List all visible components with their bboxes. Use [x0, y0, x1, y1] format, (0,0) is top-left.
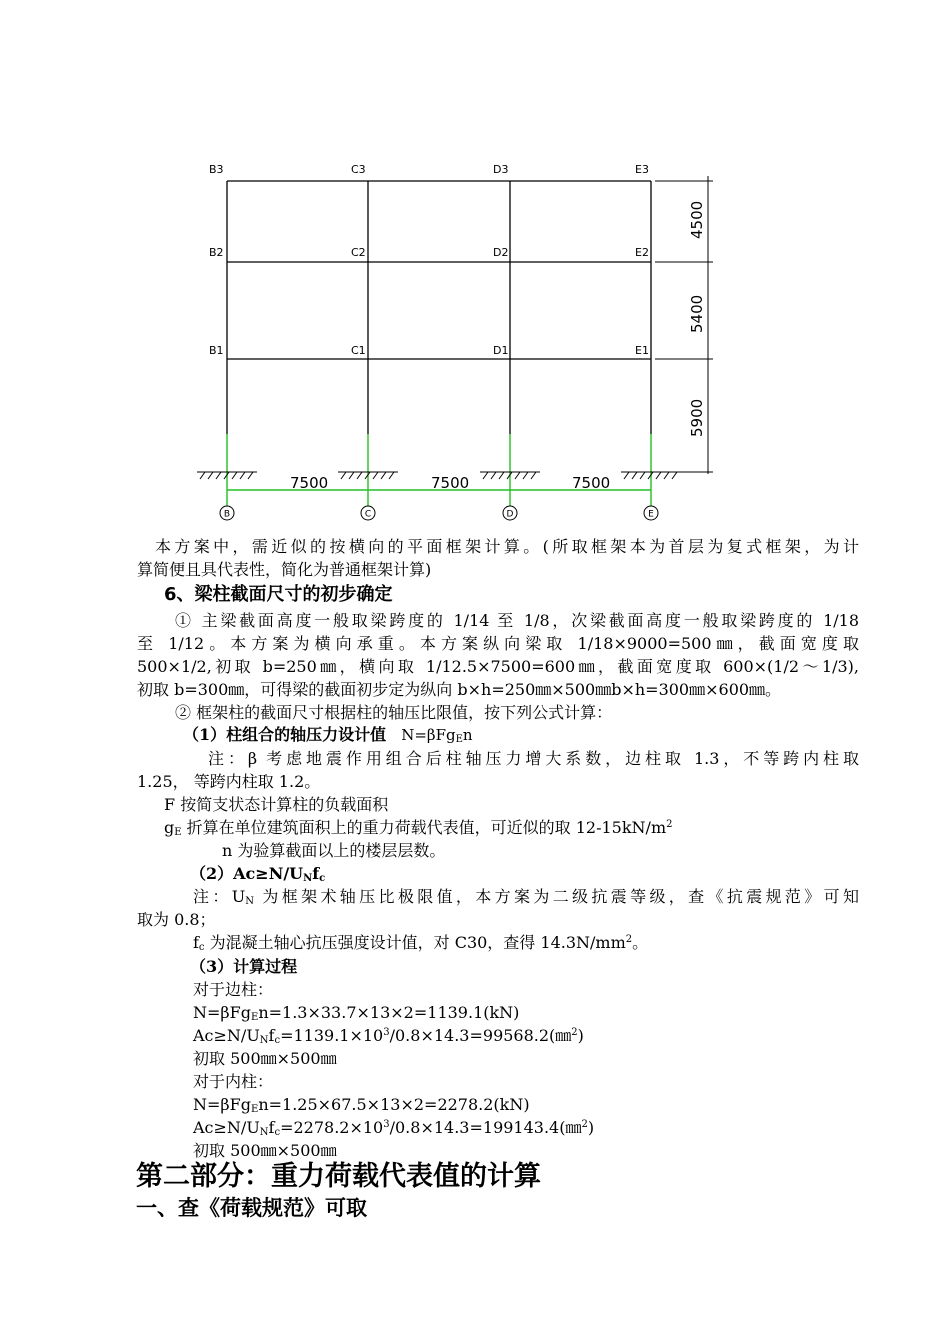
formula: N=βFg$_E$n — [401, 726, 473, 745]
node-label: D2 — [493, 246, 509, 259]
definition-line: F 按简支状态计算柱的负载面积 — [164, 795, 389, 814]
paragraph-line: ① 主梁截面高度一般取梁跨度的 1/14 至 1/8，次梁截面高度一般取梁跨度的 1/18 — [175, 611, 859, 630]
part-heading: 第二部分：重力荷载代表值的计算 — [136, 1161, 541, 1192]
node-label: E3 — [635, 163, 649, 176]
node-label: E2 — [635, 246, 649, 259]
frame-columns — [227, 181, 651, 434]
height-label: 4500 — [688, 200, 706, 239]
node-label: B2 — [209, 246, 224, 259]
height-label: 5900 — [688, 398, 706, 437]
definition-line: n 为验算截面以上的楼层层数。 — [222, 841, 446, 860]
span-label: 7500 — [572, 474, 611, 492]
paragraph-line: 本方案中，需近似的按横向的平面框架计算。(所取框架本为首层为复式框架，为计 — [155, 537, 859, 556]
calc-line: 初取 500㎜×500㎜ — [193, 1141, 337, 1160]
note-line: 注：β 考虑地震作用组合后柱轴压力增大系数，边柱取 1.3，不等跨内柱取 — [208, 749, 859, 768]
calc-line: 对于内柱： — [193, 1072, 274, 1091]
node-label: E1 — [635, 344, 649, 357]
definition-line: $f_c$ 为混凝土轴心抗压强度设计值，对 C30，查得 $14.3N/mm^2$。 — [193, 933, 649, 953]
calc-line: $Ac\ge N/U_Nf_c=1139.1\times 10^3/0.8\times 14.3=99568.2(㎜^2)$ — [193, 1026, 584, 1046]
span-label: 7500 — [431, 474, 470, 492]
paragraph-line: 500×1/2,初取 b=250㎜，横向取 1/12.5×7500=600㎜，截面宽度取 600×(1/2～1/3), — [137, 657, 859, 676]
subsection-1 — [183, 724, 473, 746]
calc-line: $Ac\ge N/U_Nf_c=2278.2\times 10^3/0.8\times 14.3=199143.4(㎜^2)$ — [193, 1118, 595, 1138]
calc-line: N=βFg$_E$n=1.3×33.7×13×2=1139.1(kN) — [193, 1003, 520, 1023]
note-line: 注：$U_N$ 为框架术轴压比极限值，本方案为二级抗震等级，查《抗震规范》可知 — [193, 887, 859, 907]
frame-elevation-diagram — [0, 0, 950, 540]
axis-label: C — [364, 509, 372, 520]
section-heading: 6、梁柱截面尺寸的初步确定 — [164, 584, 393, 605]
note-line: 1.25， 等跨内柱取 1.2。 — [137, 772, 321, 791]
paragraph-line: 算简便且具代表性，简化为普通框架计算) — [137, 560, 432, 579]
note-line: 取为 0.8； — [137, 910, 216, 929]
paragraph-line: ② 框架柱的截面尺寸根据柱的轴压比限值，按下列公式计算： — [175, 703, 613, 722]
node-label: B1 — [209, 344, 224, 357]
axis-label: D — [506, 509, 514, 520]
calc-line: N=βFg$_E$n=1.25×67.5×13×2=2278.2(kN) — [193, 1095, 530, 1115]
height-label: 5400 — [688, 294, 706, 333]
node-label: C1 — [351, 344, 366, 357]
span-label: 7500 — [290, 474, 329, 492]
node-label: C2 — [351, 246, 366, 259]
calc-line: 对于边柱： — [193, 980, 274, 999]
frame-beams — [227, 181, 651, 359]
ground-members — [227, 434, 651, 510]
node-label: C3 — [351, 163, 366, 176]
axis-label: B — [223, 509, 231, 520]
axis-label: E — [648, 509, 654, 520]
calc-line: 初取 500㎜×500㎜ — [193, 1049, 337, 1068]
paragraph-line: 初取 b=300㎜，可得梁的截面初步定为纵向 b×h=250㎜×500㎜b×h=300㎜×600㎜。 — [137, 680, 782, 699]
node-label: D3 — [493, 163, 509, 176]
paragraph-line: 至 1/12。本方案为横向承重。本方案纵向梁取 1/18×9000=500㎜，截面宽度取 — [137, 634, 859, 653]
subsection-2: $(2)Ac\ge N/U_Nf_c$ — [190, 864, 326, 884]
section-heading: 一、查《荷载规范》可取 — [136, 1196, 367, 1220]
subsection-3: （3）计算过程 — [190, 957, 298, 976]
node-label: B3 — [209, 163, 224, 176]
definition-line: $g_E$ 折算在单位建筑面积上的重力荷载代表值，可近似的取 $12-15kN/m^2$ — [164, 818, 673, 838]
node-label: D1 — [493, 344, 509, 357]
subsection-title: （1）柱组合的轴压力设计值 — [183, 725, 387, 744]
